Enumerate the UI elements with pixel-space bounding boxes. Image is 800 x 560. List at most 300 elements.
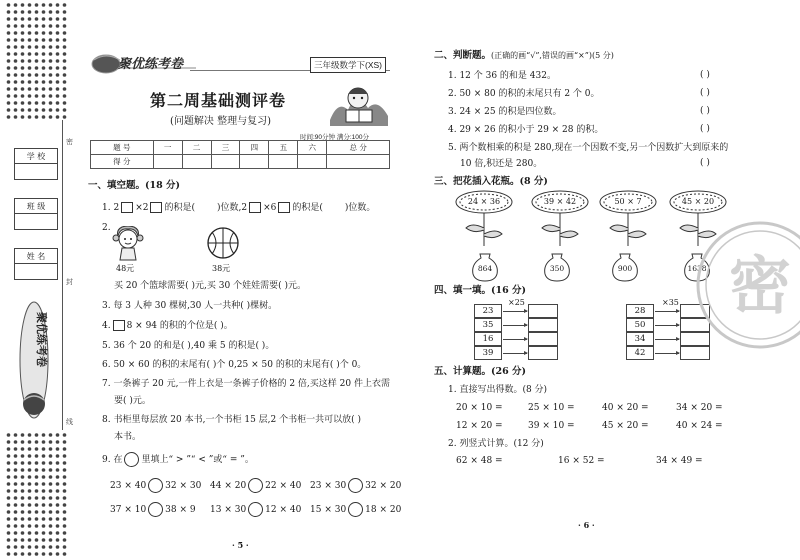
decor-dot xyxy=(28,447,32,451)
decor-dot xyxy=(42,552,46,556)
exam-title: 第二周基础测评卷 xyxy=(150,91,287,110)
decor-dot xyxy=(49,461,53,465)
decor-dot xyxy=(28,552,32,556)
decor-dot xyxy=(35,496,39,500)
decor-dot xyxy=(7,447,11,451)
decor-dot xyxy=(7,108,11,112)
decor-dot xyxy=(63,433,67,437)
decor-dot xyxy=(63,545,67,549)
decor-dot xyxy=(28,115,32,119)
decor-dot xyxy=(49,73,53,77)
decor-dot xyxy=(28,73,32,77)
calc1-title: 1. 直接写出得数。(8 分) xyxy=(448,385,548,395)
decor-dot xyxy=(35,440,39,444)
calc-item: 20 × 10 = xyxy=(456,403,503,413)
decor-dot xyxy=(28,461,32,465)
decor-dot xyxy=(42,524,46,528)
decor-dot xyxy=(56,115,60,119)
decor-dot xyxy=(49,101,53,105)
decor-dot xyxy=(7,517,11,521)
decor-dot xyxy=(14,468,18,472)
q9-text: 里填上“ > ”“ < ”或“ = ”。 xyxy=(141,455,254,465)
flower-label: 45 × 20 xyxy=(681,197,715,206)
decor-dot xyxy=(63,31,67,35)
decor-dot xyxy=(63,66,67,70)
q4-text: 8 × 94 的积的个位是( )。 xyxy=(126,321,233,331)
compare-circle[interactable] xyxy=(348,478,363,493)
decor-dot xyxy=(63,440,67,444)
fill-left-answer[interactable] xyxy=(528,346,558,360)
score-cell[interactable] xyxy=(269,155,298,169)
decor-dot xyxy=(35,552,39,556)
decor-dot xyxy=(56,433,60,437)
section2-hint: (正确的画“√”,错误的画“×”)(5 分) xyxy=(491,51,614,60)
compare-circle[interactable] xyxy=(248,478,263,493)
decor-dot xyxy=(63,87,67,91)
decor-dot xyxy=(28,59,32,63)
decor-dot xyxy=(14,3,18,7)
compare-circle[interactable] xyxy=(248,502,263,517)
decor-dot xyxy=(28,17,32,21)
decor-dot xyxy=(63,482,67,486)
compare-circle[interactable] xyxy=(148,478,163,493)
decor-dot xyxy=(42,17,46,21)
judge-answer[interactable]: ( ) xyxy=(700,70,710,80)
decor-dot xyxy=(28,3,32,7)
q1-text: 的积是( xyxy=(164,203,195,213)
decor-dot xyxy=(42,3,46,7)
decor-dot xyxy=(7,475,11,479)
fill-left-answer[interactable] xyxy=(528,332,558,346)
decor-dot xyxy=(56,80,60,84)
fill-right-operator: ×35 xyxy=(662,298,679,307)
question-7-line2: 要( )元。 xyxy=(114,396,151,406)
fill-right-input: 28 xyxy=(626,304,654,318)
decor-dot xyxy=(14,101,18,105)
binding-mark-mi: 密 xyxy=(66,138,73,146)
score-header: 二 xyxy=(182,141,211,155)
judge-answer[interactable]: ( ) xyxy=(700,106,710,116)
score-row-label: 得 分 xyxy=(91,155,154,169)
decor-dot xyxy=(42,461,46,465)
decor-dot xyxy=(56,108,60,112)
decor-dot xyxy=(63,52,67,56)
name-field[interactable] xyxy=(14,248,58,280)
decor-dot xyxy=(49,545,53,549)
decor-dot xyxy=(35,66,39,70)
score-header: 题 号 xyxy=(91,141,154,155)
school-field[interactable] xyxy=(14,148,58,180)
decor-dot xyxy=(21,94,25,98)
decor-dot xyxy=(21,447,25,451)
decor-dot xyxy=(14,38,18,42)
decor-dot xyxy=(49,3,53,7)
page-number-left: · 5 · xyxy=(232,540,249,550)
decor-dot xyxy=(42,433,46,437)
decor-dot xyxy=(21,31,25,35)
compare-item: 37 × 10 38 × 9 xyxy=(110,502,196,517)
fill-left-input: 35 xyxy=(474,318,502,332)
decor-dot xyxy=(35,59,39,63)
decor-dot xyxy=(56,73,60,77)
decor-dot xyxy=(7,524,11,528)
calc-item: 12 × 20 = xyxy=(456,421,503,431)
q1-text: )位数,2 xyxy=(216,203,248,213)
decor-dot xyxy=(35,468,39,472)
decor-dot xyxy=(14,24,18,28)
q4-text: 4. xyxy=(102,321,111,331)
score-cell[interactable] xyxy=(182,155,211,169)
decor-dot xyxy=(21,531,25,535)
decor-dot xyxy=(7,531,11,535)
svg-text:密: 密 xyxy=(728,249,792,322)
compare-circle[interactable] xyxy=(348,502,363,517)
decor-dot xyxy=(35,94,39,98)
class-label: 班 级 xyxy=(15,199,57,214)
decor-dot xyxy=(21,468,25,472)
decor-dot xyxy=(35,517,39,521)
vertical-calc-item: 34 × 49 = xyxy=(656,456,703,466)
decor-dot xyxy=(49,447,53,451)
decor-dot xyxy=(35,482,39,486)
decor-dot xyxy=(21,510,25,514)
decor-dot xyxy=(14,552,18,556)
decor-dot xyxy=(28,433,32,437)
decor-dot xyxy=(21,38,25,42)
decor-dot xyxy=(56,38,60,42)
decor-dot xyxy=(14,461,18,465)
class-field[interactable] xyxy=(14,198,58,230)
arrow-icon xyxy=(503,339,527,340)
decor-dot xyxy=(7,468,11,472)
decor-dot xyxy=(35,24,39,28)
decor-dot xyxy=(7,440,11,444)
section5-title: 五、计算题。(26 分) xyxy=(434,366,527,377)
fill-right-input: 34 xyxy=(626,332,654,346)
decor-dot xyxy=(56,66,60,70)
score-header-row xyxy=(91,141,390,155)
decor-dot xyxy=(14,440,18,444)
decor-dot xyxy=(35,531,39,535)
judge-5-line2: 10 倍,积还是 280。 xyxy=(460,159,543,169)
decor-dot xyxy=(21,87,25,91)
decor-dot xyxy=(49,31,53,35)
decor-dot xyxy=(56,524,60,528)
decor-dot xyxy=(14,531,18,535)
decor-dot xyxy=(49,115,53,119)
decor-dot xyxy=(63,24,67,28)
decor-dot xyxy=(28,31,32,35)
decor-dot xyxy=(7,101,11,105)
decor-dot xyxy=(35,38,39,42)
decor-dot xyxy=(7,59,11,63)
decor-dot xyxy=(56,482,60,486)
decor-dot xyxy=(21,73,25,77)
decor-dot xyxy=(63,552,67,556)
decor-dot xyxy=(49,496,53,500)
question-9 xyxy=(102,452,254,467)
decor-dot xyxy=(63,517,67,521)
decor-dot xyxy=(49,538,53,542)
judge-answer[interactable]: ( ) xyxy=(700,88,710,98)
score-cell[interactable] xyxy=(298,155,327,169)
decor-dot xyxy=(7,433,11,437)
decor-dot xyxy=(42,454,46,458)
decor-dot xyxy=(63,468,67,472)
score-header: 六 xyxy=(298,141,327,155)
decor-dot xyxy=(49,59,53,63)
decor-dot xyxy=(7,496,11,500)
score-cell[interactable] xyxy=(211,155,240,169)
decor-dot xyxy=(42,447,46,451)
grade-badge: 三年级数学下(XS) xyxy=(310,57,386,73)
decor-dot xyxy=(49,517,53,521)
decor-dot xyxy=(63,59,67,63)
decor-dot xyxy=(49,489,53,493)
decor-dot xyxy=(7,545,11,549)
decor-dot xyxy=(42,489,46,493)
decor-dot xyxy=(7,80,11,84)
decor-dot xyxy=(42,59,46,63)
decor-dot xyxy=(35,475,39,479)
decor-dot xyxy=(63,94,67,98)
decor-dot xyxy=(21,475,25,479)
decor-dot xyxy=(49,52,53,56)
decor-dot xyxy=(49,510,53,514)
decor-dot xyxy=(14,517,18,521)
school-input[interactable] xyxy=(15,164,57,179)
vertical-calc-item: 62 × 48 = xyxy=(456,456,503,466)
decor-dot xyxy=(21,59,25,63)
compare-item: 15 × 30 18 × 20 xyxy=(310,502,401,517)
decor-dot xyxy=(63,461,67,465)
judge-answer[interactable]: ( ) xyxy=(700,158,710,168)
fill-left-answer[interactable] xyxy=(528,304,558,318)
vase-label: 1638 xyxy=(687,264,707,273)
decor-dot xyxy=(14,80,18,84)
decor-dot xyxy=(7,461,11,465)
decor-dot xyxy=(63,17,67,21)
decor-dot xyxy=(28,475,32,479)
decor-dot xyxy=(28,52,32,56)
decor-dot xyxy=(49,468,53,472)
decor-dot xyxy=(21,17,25,21)
calc2-title: 2. 列竖式计算。(12 分) xyxy=(448,439,544,449)
decor-dot xyxy=(42,440,46,444)
score-header: 三 xyxy=(211,141,240,155)
decor-dot xyxy=(21,461,25,465)
score-cell[interactable] xyxy=(240,155,269,169)
decor-dot xyxy=(35,524,39,528)
decor-dot xyxy=(56,94,60,98)
decor-dot xyxy=(42,482,46,486)
compare-item: 13 × 30 12 × 40 xyxy=(210,502,301,517)
flower-label: 39 × 42 xyxy=(543,197,577,206)
decor-dot xyxy=(7,17,11,21)
school-label: 学 校 xyxy=(15,149,57,164)
decor-dot xyxy=(21,10,25,14)
decor-dot xyxy=(49,66,53,70)
decor-dot xyxy=(28,496,32,500)
decor-dot xyxy=(42,31,46,35)
name-input[interactable] xyxy=(15,264,57,279)
decor-dot xyxy=(42,73,46,77)
compare-item: 23 × 30 32 × 20 xyxy=(310,478,401,493)
decor-dot xyxy=(42,80,46,84)
arrow-icon xyxy=(655,353,679,354)
decor-dot xyxy=(42,468,46,472)
decor-dot xyxy=(42,538,46,542)
compare-circle[interactable] xyxy=(148,502,163,517)
compare-circle[interactable] xyxy=(124,452,139,467)
decor-dot xyxy=(7,87,11,91)
q9-text: 9. 在 xyxy=(102,455,123,465)
decor-dot xyxy=(63,115,67,119)
decor-dot xyxy=(49,440,53,444)
blank-box[interactable] xyxy=(278,202,290,213)
arrow-icon xyxy=(655,311,679,312)
decor-dot xyxy=(14,538,18,542)
decor-dot xyxy=(28,538,32,542)
decor-dot xyxy=(21,552,25,556)
decor-dot xyxy=(42,66,46,70)
decor-dot xyxy=(35,17,39,21)
decor-dot xyxy=(35,115,39,119)
decor-dot xyxy=(14,475,18,479)
svg-text:聚优练考卷: 聚优练考卷 xyxy=(35,312,48,367)
score-cell[interactable] xyxy=(153,155,182,169)
decor-dot xyxy=(28,87,32,91)
decor-dot xyxy=(28,108,32,112)
arrow-icon xyxy=(503,311,527,312)
arrow-icon xyxy=(655,339,679,340)
decor-dot xyxy=(56,538,60,542)
decor-dot xyxy=(7,66,11,70)
decor-dot xyxy=(56,45,60,49)
decor-dot xyxy=(28,468,32,472)
decor-dot xyxy=(56,3,60,7)
page-number-right: · 6 · xyxy=(578,520,595,530)
blank-box[interactable] xyxy=(150,202,162,213)
blank-box[interactable] xyxy=(249,202,261,213)
judge-answer[interactable]: ( ) xyxy=(700,124,710,134)
decor-dot xyxy=(14,31,18,35)
decor-dot xyxy=(21,503,25,507)
question-8-line2: 本书。 xyxy=(114,432,142,442)
decor-dot xyxy=(35,447,39,451)
section2-title xyxy=(434,50,614,62)
decor-dot xyxy=(35,503,39,507)
question-3: 3. 每 3 人种 30 棵树,30 人一共种( )棵树。 xyxy=(102,301,278,311)
decor-dot xyxy=(21,538,25,542)
score-header: 一 xyxy=(153,141,182,155)
decor-dot xyxy=(49,531,53,535)
decor-dot xyxy=(14,524,18,528)
decor-dot xyxy=(49,45,53,49)
decor-dot xyxy=(7,52,11,56)
decor-dot xyxy=(63,80,67,84)
decor-dot xyxy=(21,517,25,521)
decor-dot xyxy=(63,10,67,14)
decor-dot xyxy=(7,31,11,35)
binding-mark-feng: 封 xyxy=(66,278,73,286)
confidential-seal xyxy=(690,215,800,355)
decor-dot xyxy=(21,24,25,28)
decor-dot xyxy=(7,73,11,77)
decor-dot xyxy=(35,10,39,14)
question-6: 6. 50 × 60 的积的末尾有( )个 0,25 × 50 的积的末尾有( )个 0。 xyxy=(102,360,367,370)
arrow-icon xyxy=(503,325,527,326)
decor-dot xyxy=(42,496,46,500)
decor-dot xyxy=(63,38,67,42)
fill-right-input: 50 xyxy=(626,318,654,332)
decor-dot xyxy=(14,454,18,458)
dot-pattern-bottom xyxy=(0,430,78,560)
decor-dot xyxy=(63,503,67,507)
decor-dot xyxy=(63,454,67,458)
decor-dot xyxy=(21,115,25,119)
compare-item: 44 × 20 22 × 40 xyxy=(210,478,301,493)
decor-dot xyxy=(56,31,60,35)
decor-dot xyxy=(21,489,25,493)
q1-text: ×6 xyxy=(263,203,277,213)
decor-dot xyxy=(14,94,18,98)
decor-dot xyxy=(21,440,25,444)
decor-dot xyxy=(42,517,46,521)
decor-dot xyxy=(28,94,32,98)
decor-dot xyxy=(63,489,67,493)
decor-dot xyxy=(28,503,32,507)
decor-dot xyxy=(42,38,46,42)
blank-box[interactable] xyxy=(121,202,133,213)
section3-title: 三、把花插入花瓶。(8 分) xyxy=(434,176,548,187)
decor-dot xyxy=(56,10,60,14)
decor-dot xyxy=(35,461,39,465)
decor-dot xyxy=(21,80,25,84)
decor-dot xyxy=(49,94,53,98)
score-cell[interactable] xyxy=(327,155,390,169)
score-table xyxy=(90,140,390,169)
blank-box[interactable] xyxy=(113,320,125,331)
decor-dot xyxy=(35,545,39,549)
fill-left-answer[interactable] xyxy=(528,318,558,332)
basketball-icon xyxy=(206,226,240,260)
decor-dot xyxy=(56,17,60,21)
decor-dot xyxy=(14,503,18,507)
decor-dot xyxy=(56,87,60,91)
decor-dot xyxy=(49,87,53,91)
decor-dot xyxy=(7,538,11,542)
calc-item: 39 × 10 = xyxy=(528,421,575,431)
q1-text: ×2 xyxy=(135,203,149,213)
decor-dot xyxy=(28,80,32,84)
q1-text: 的积是( xyxy=(292,203,323,213)
decor-dot xyxy=(35,101,39,105)
decor-dot xyxy=(42,45,46,49)
class-input[interactable] xyxy=(15,214,57,229)
section2-label: 二、判断题。 xyxy=(434,50,492,61)
decor-dot xyxy=(56,475,60,479)
decor-dot xyxy=(56,461,60,465)
decor-dot xyxy=(35,538,39,542)
decor-dot xyxy=(56,447,60,451)
decor-dot xyxy=(63,3,67,7)
decor-dot xyxy=(42,52,46,56)
decor-dot xyxy=(42,24,46,28)
decor-dot xyxy=(14,115,18,119)
section4-title: 四、填一填。(16 分) xyxy=(434,285,527,296)
arrow-icon xyxy=(503,353,527,354)
